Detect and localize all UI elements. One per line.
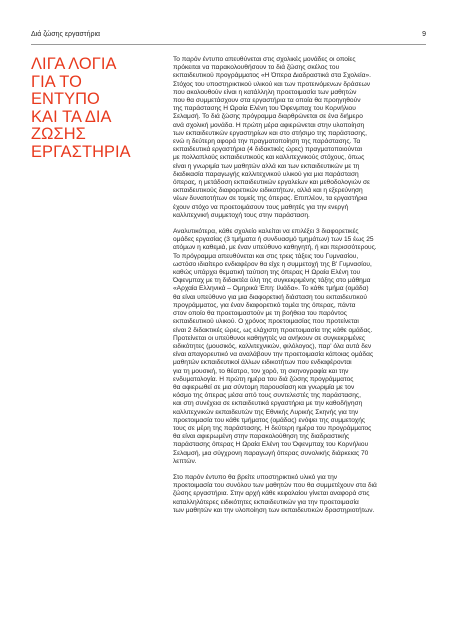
paragraph-line: προγράμματος, για έναν διαφορετικό τομέα της όπερας, πάντα bbox=[173, 301, 356, 309]
running-header-title: Διά ζώσης εργαστήρια bbox=[31, 30, 101, 38]
paragraph-line: καλλιτεχνική συμμετοχή τους στην παράσταση. bbox=[173, 211, 310, 219]
paragraph-line: «Αρχαία Ελληνικά – Ομηρικά Έπη: Ιλιάδα». Το κάθε τμήμα (ομάδα) bbox=[173, 285, 369, 293]
paragraph-line: κόσμο της όπερας μέσα από τους συντελεστές της παράστασης, bbox=[173, 392, 361, 400]
paragraph-line: θα αφιερωθεί σε μια σύντομη παρουσίαση και γνωριμία με τον bbox=[173, 383, 355, 391]
paragraph-line: προετοιμασία του κάθε τμήματος (ομάδας) ενόψει της συμμετοχής bbox=[173, 416, 366, 424]
paragraph-line: καθώς υπάρχει θεματική ταύτιση της όπερας Η Ωραία Ελένη του bbox=[173, 269, 361, 277]
paragraph-line: με πολλαπλούς εκπαιδευτικούς και καλλιτεχνικούς στόχους, όπως bbox=[173, 154, 365, 162]
paragraph-line: Σελαμσή. Το διά ζώσης πρόγραμμα διαρθρώνεται σε ένα διήμερο bbox=[173, 113, 363, 121]
section-heading-line: ΓΙΑ ΤΟ bbox=[31, 72, 82, 91]
section-heading-line: ΕΝΤΥΠΟ bbox=[31, 90, 100, 108]
section-heading-line: ΚΑΙ ΤΑ ΔΙΑ bbox=[31, 107, 112, 126]
paragraph-line: μαθητών εκπαιδευτικοί άλλων ειδικοτήτων που ενδιαφέρονται bbox=[173, 359, 352, 367]
paragraph-line: ειδικότητες (μουσικός, καλλιτεχνικών, φιλόλογος), παρ' όλα αυτά δεν bbox=[173, 342, 372, 350]
paragraph-line: Σελαμσή, μια σύγχρονη παραγωγή όπερας συνολικής διάρκειας 70 bbox=[173, 449, 369, 457]
paragraph-line: ενώ η δεύτερη αφορά την πραγματοποίηση της παράστασης. Τα bbox=[173, 138, 361, 146]
paragraph-line: έχουν στόχο να προετοιμάσουν τους μαθητές για την ενεργή bbox=[173, 203, 349, 211]
paragraph-line: για τη μουσική, το θέατρο, τον χορό, τη σκηνογραφία και την bbox=[173, 367, 349, 375]
paragraph-line: που ακολουθούν είναι η κατάλληλη προετοιμασία των μαθητών bbox=[173, 88, 357, 96]
section-heading-line: ΖΩΣΗΣ bbox=[31, 125, 86, 143]
paragraph-line: των μαθητών και την υλοποίηση των εκπαιδευτικών δραστηριοτήτων. bbox=[173, 506, 375, 514]
body-text bbox=[173, 56, 430, 523]
paragraph-line: θα είναι υπεύθυνο για μια διαφορετική διάσταση του εκπαιδευτικού bbox=[173, 293, 367, 301]
body-paragraph bbox=[173, 56, 430, 220]
paragraph-line: ατόμων η καθεμιά, με έναν υπεύθυνο καθηγητή, ή και περισσότερους. bbox=[173, 244, 377, 252]
paragraph-line: των εκπαιδευτικών εργαστηρίων και στο στήσιμο της παράστασης, bbox=[173, 129, 367, 137]
paragraph-line: εκπαιδευτικά εργαστήρια (4 διδακτικές ώρες) πραγματοποιούνται bbox=[173, 146, 363, 154]
paragraph-line: Όφενμπαχ με τη διδακτέα ύλη της συγκεκριμένης τάξης στο μάθημα bbox=[173, 277, 371, 285]
paragraph-line: καταλληλότερες ειδικότητες εκπαιδευτικών για την προετοιμασία bbox=[173, 498, 359, 506]
paragraph-line: εκπαιδευτικού προγράμματος «Η Όπερα Διαδραστικά στα Σχολεία». bbox=[173, 72, 371, 80]
paragraph-line: Στόχος του υποστηρικτικού υλικού και των προτεινόμενων δράσεων bbox=[173, 80, 371, 88]
paragraph-line: τους σε μέρη της παράστασης. Η δεύτερη ημέρα του προγράμματος bbox=[173, 424, 372, 432]
paragraph-line: είναι 2 διδακτικές ώρες, ως ελάχιστη προετοιμασία της κάθε ομάδας. bbox=[173, 326, 373, 334]
page-header bbox=[31, 28, 426, 40]
paragraph-line: προετοιμασία του συνόλου των μαθητών που θα συμμετέχουν στα διά bbox=[173, 482, 377, 490]
paragraph-line: ενδυματολογία. Η πρώτη ημέρα του διά ζώσης προγράμματος bbox=[173, 375, 354, 383]
paragraph-line: εκπαιδευτικού υλικού. Ο χρόνος προετοιμασίας που προτείνεται bbox=[173, 318, 359, 326]
paragraph-line: παράστασης όπερας Η Ωραία Ελένη του Όφενμπαχ του Κορνήλιου bbox=[173, 441, 369, 449]
paragraph-line: της παράστασης Η Ωραία Ελένη του Όφενμπαχ του Κορνήλιου bbox=[173, 105, 356, 113]
page-number: 9 bbox=[422, 30, 426, 38]
paragraph-line: νέων δυνατοτήτων σε τομείς της όπερας. Επιπλέον, τα εργαστήρια bbox=[173, 195, 368, 203]
paragraph-line: πρόκειται να παρακολουθήσουν το διά ζώσης σκέλος του bbox=[173, 64, 340, 72]
paragraph-line: είναι η γνωριμία των μαθητών αλλά και των εκπαιδευτικών με τη bbox=[173, 162, 360, 170]
body-paragraph bbox=[173, 474, 430, 515]
paragraph-line: Στο παρόν έντυπο θα βρείτε υποστηρικτικό υλικό για την bbox=[173, 473, 338, 481]
paragraph-line: Αναλυτικότερα, κάθε σχολείο καλείται να επιλέξει 3 διαφορετικές bbox=[173, 228, 359, 236]
header-divider bbox=[31, 44, 426, 45]
section-heading-line: ΕΡΓΑΣΤΗΡΙΑ bbox=[31, 142, 131, 161]
paragraph-line: όπερας, η μετάδοση εκπαιδευτικών εργαλείων και μεθοδολογιών σε bbox=[173, 179, 370, 187]
section-heading-line: ΛΙΓΑ ΛΟΓΙΑ bbox=[31, 55, 117, 73]
paragraph-line: που θα συμμετάσχουν στα εργαστήρια τα οποία θα προηγηθούν bbox=[173, 97, 361, 105]
paragraph-line: διαδικασία παραγωγής καλλιτεχνικού υλικού για μια παράσταση bbox=[173, 170, 359, 178]
paragraph-line: ανά σχολική μονάδα. Η πρώτη μέρα αφιερώνεται στην υλοποίηση bbox=[173, 121, 365, 129]
paragraph-line: Προτείνεται οι υπεύθυνοι καθηγητές να ανήκουν σε συγκεκριμένες bbox=[173, 334, 366, 342]
paragraph-line: ομάδες εργασίας (3 τμήματα ή συνδυασμό τμημάτων) των 15 έως 25 bbox=[173, 236, 374, 244]
body-paragraph bbox=[173, 228, 430, 466]
paragraph-line: ζώσης εργαστήρια. Στην αρχή κάθε κεφαλαίου γίνεται αναφορά στις bbox=[173, 490, 370, 498]
paragraph-line: Το πρόγραμμα απευθύνεται και στις τρεις τάξεις του Γυμνασίου, bbox=[173, 252, 359, 260]
paragraph-line: ωστόσο ιδιαίτερο ενδιαφέρον θα είχε η συμμετοχή της Β' Γυμνασίου, bbox=[173, 260, 372, 268]
paragraph-line: εκπαιδευτικούς διαφορετικών ειδικοτήτων, αλλά και η εξερεύνηση bbox=[173, 187, 363, 195]
section-heading bbox=[31, 56, 161, 161]
paragraph-line: στον οποίο θα προετοιμαστούν με τη βοήθεια του παρόντος bbox=[173, 310, 347, 318]
paragraph-line: καλλιτεχνικών εκπαιδευτών της Εθνικής Λυρικής Σκηνής για την bbox=[173, 408, 359, 416]
paragraph-line: θα είναι αφιερωμένη στην παρακολούθηση της διαδραστικής bbox=[173, 433, 350, 441]
paragraph-line: και στη συνέχεια σε εκπαιδευτικά εργαστήρια με την καθοδήγηση bbox=[173, 400, 363, 408]
paragraph-line: Το παρόν έντυπο απευθύνεται στις σχολικές μονάδες οι οποίες bbox=[173, 56, 356, 63]
paragraph-line: είναι απαγορευτικό να αναλάβουν την προετοιμασία κάποιας ομάδας bbox=[173, 351, 374, 359]
paragraph-line: λεπτών. bbox=[173, 457, 197, 465]
